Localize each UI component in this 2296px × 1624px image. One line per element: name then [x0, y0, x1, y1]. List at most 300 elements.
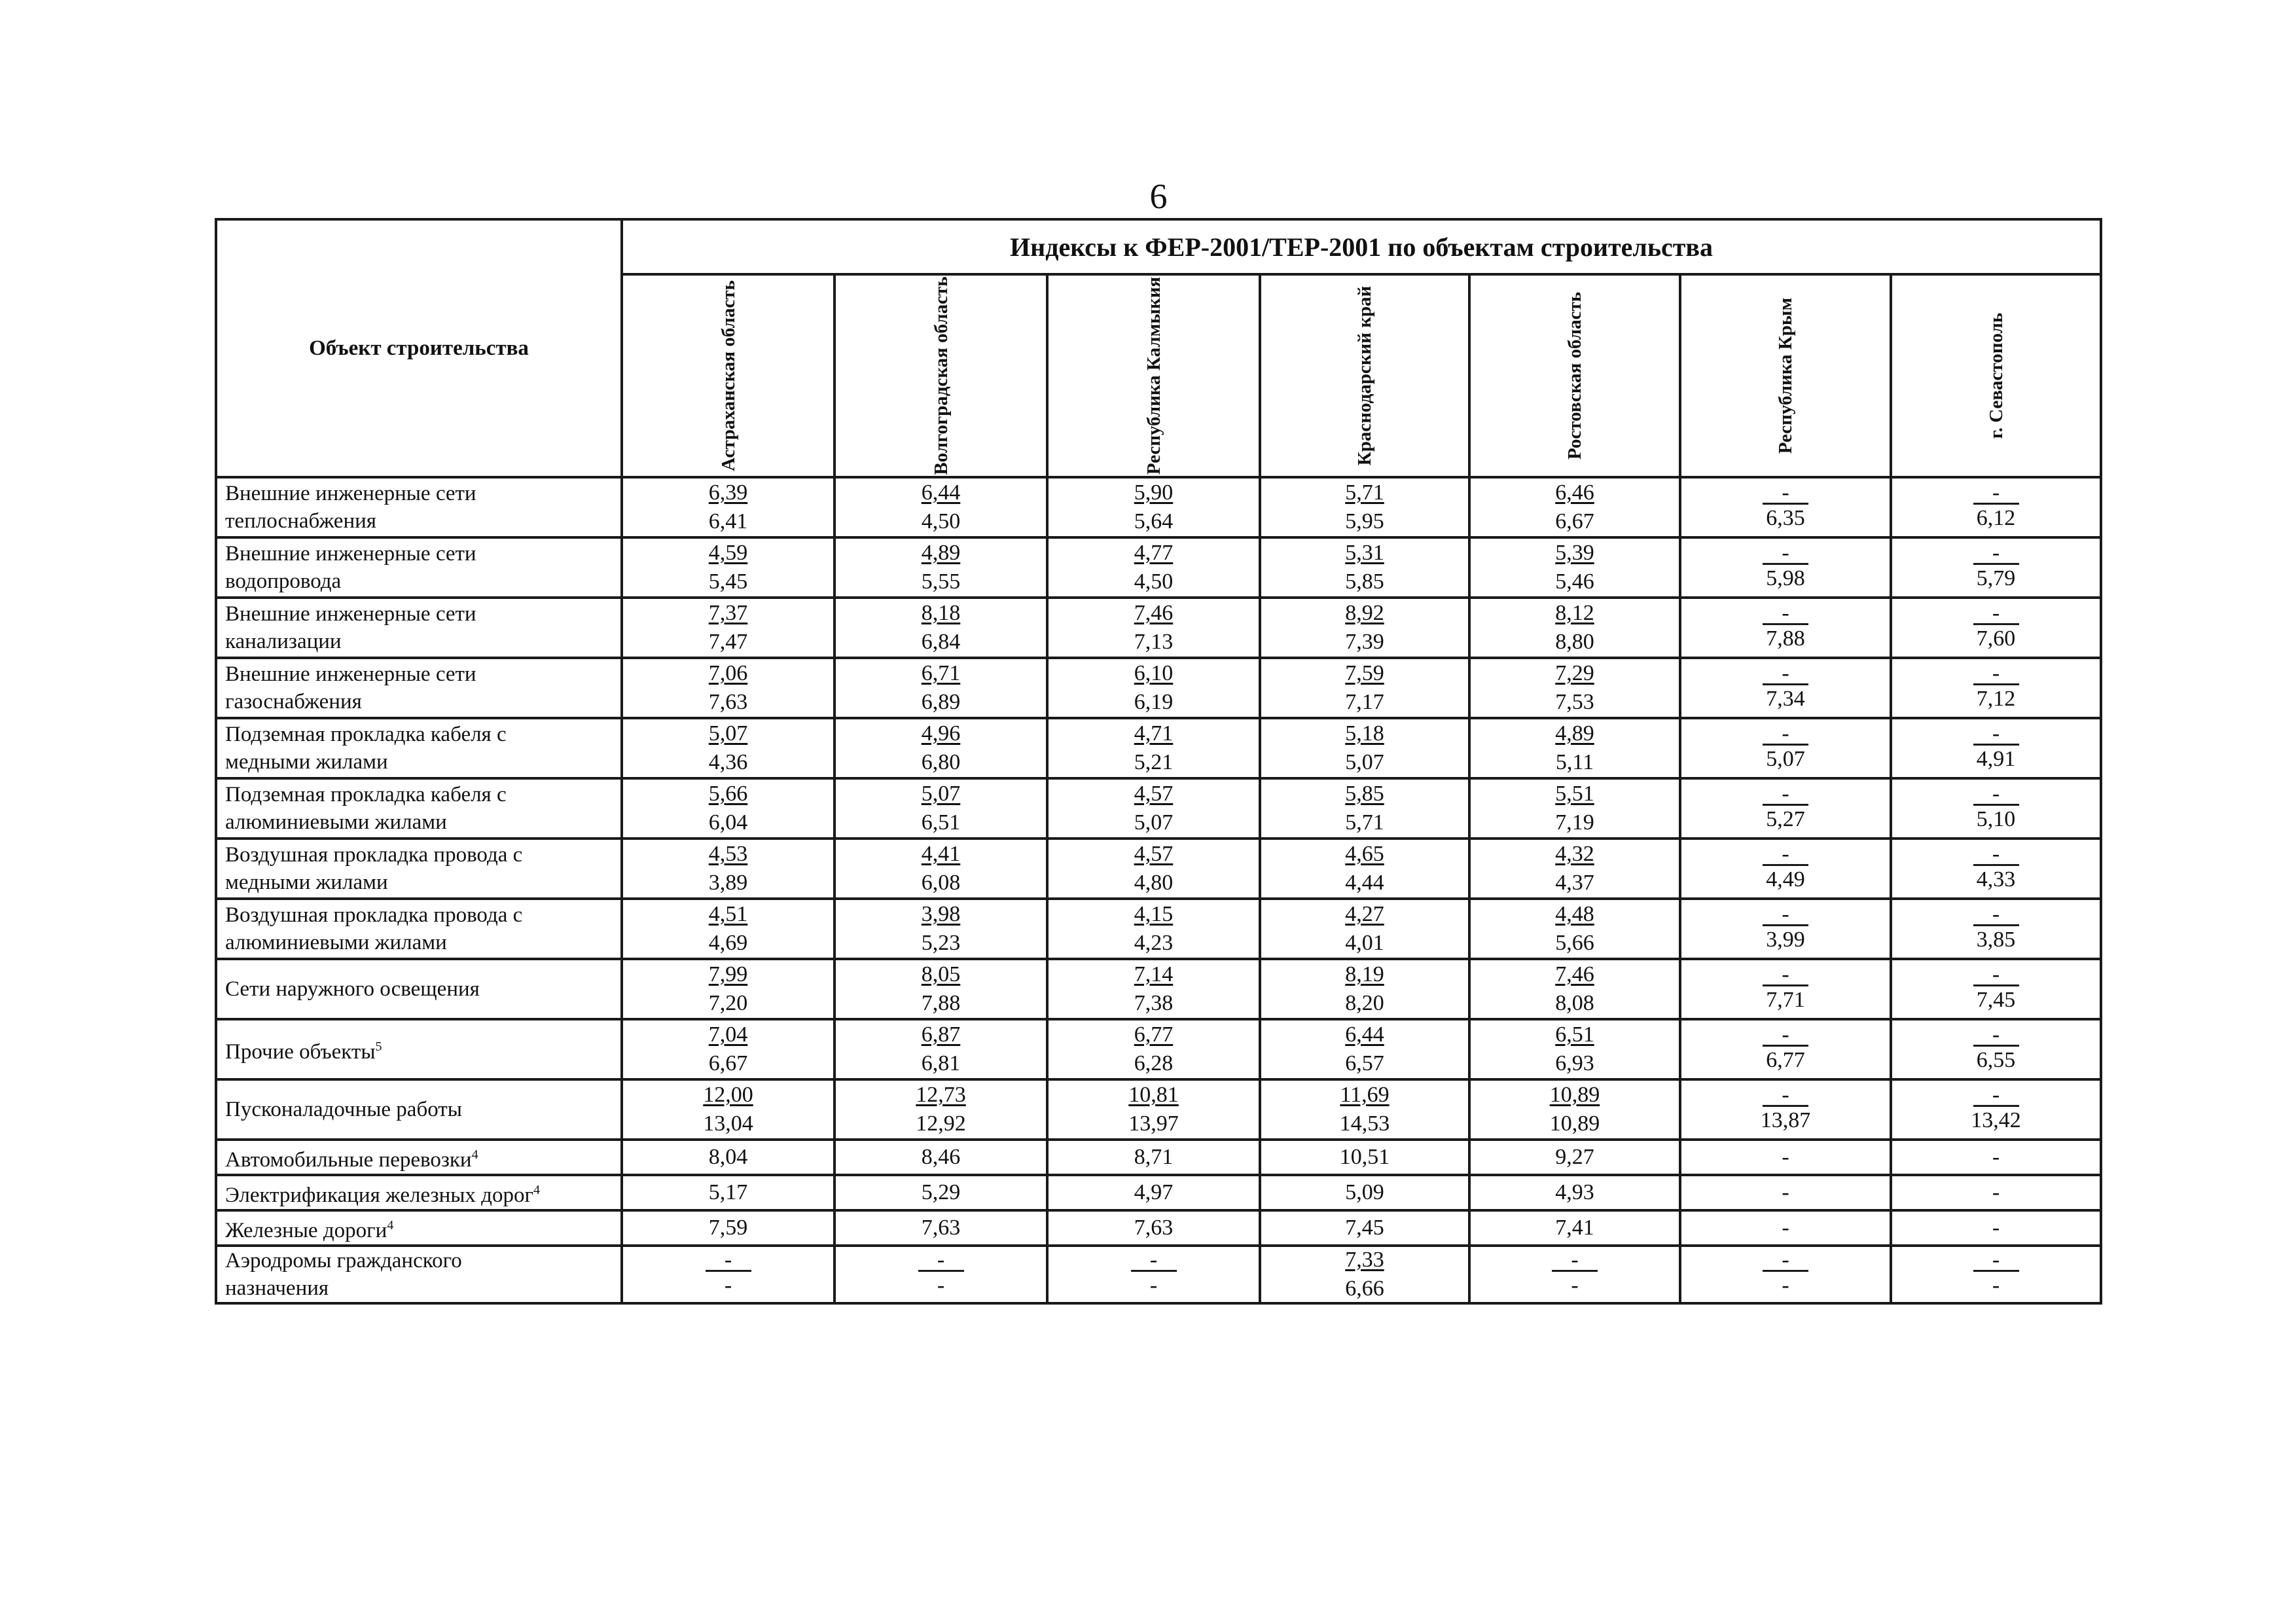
- value-cell: [1680, 477, 1891, 537]
- value-numerator: 10,89: [1549, 1083, 1600, 1107]
- table-row: [216, 1246, 2101, 1303]
- value-numerator: 8,19: [1345, 962, 1384, 986]
- value-cell: [1469, 1079, 1680, 1140]
- value-cell: [1891, 598, 2101, 658]
- value-denominator: 5,27: [1766, 806, 1805, 831]
- value-denominator: 8,20: [1345, 991, 1384, 1015]
- value-cell: [1680, 959, 1891, 1019]
- value-numerator: -: [918, 1250, 964, 1272]
- value-numerator: -: [1973, 543, 2019, 565]
- value-cell: [622, 839, 834, 899]
- page-number: 6: [1149, 177, 1168, 216]
- value-cell: [1469, 658, 1680, 718]
- row-label-line: Прочие объекты: [225, 1040, 376, 1064]
- value-cell: [1891, 839, 2101, 899]
- value-denominator: 8,08: [1555, 991, 1594, 1015]
- value-denominator: 8,80: [1555, 630, 1594, 654]
- value-cell: [1680, 778, 1891, 839]
- value-numerator: 6,77: [1134, 1022, 1174, 1047]
- value-numerator: 7,46: [1134, 601, 1174, 625]
- value-denominator: 12,92: [916, 1111, 966, 1136]
- value-cell: [1891, 959, 2101, 1019]
- table-row: [216, 1175, 2101, 1210]
- value-cell: [834, 658, 1047, 718]
- value-denominator: 6,67: [708, 1051, 748, 1075]
- table-row: [216, 1210, 2101, 1246]
- value-numerator: -: [1973, 905, 2019, 926]
- row-label-line: Внешние инженерные сети: [225, 482, 476, 505]
- value-cell: 7,45: [1260, 1210, 1469, 1246]
- value-cell: [1260, 1019, 1469, 1079]
- value-cell: [622, 598, 834, 658]
- value-denominator: 6,35: [1766, 505, 1805, 530]
- row-label: [216, 1210, 622, 1246]
- row-label-line: газоснабжения: [225, 690, 362, 713]
- value-cell: [1469, 477, 1680, 537]
- value-numerator: 6,87: [921, 1022, 961, 1047]
- row-label-line: Подземная прокладка кабеля с: [225, 783, 507, 806]
- table-row: [216, 598, 2101, 658]
- value-denominator: 7,71: [1766, 987, 1805, 1012]
- row-label-line: медными жилами: [225, 750, 388, 774]
- value-cell: [1891, 537, 2101, 598]
- value-denominator: 4,44: [1345, 871, 1384, 895]
- value-denominator: 5,71: [1345, 810, 1384, 835]
- row-label-line: теплоснабжения: [225, 509, 376, 533]
- value-cell: -: [1680, 1175, 1891, 1210]
- row-label: [216, 959, 622, 1019]
- value-numerator: 5,07: [921, 782, 961, 806]
- value-numerator: 7,29: [1555, 661, 1594, 685]
- value-numerator: -: [1973, 1025, 2019, 1047]
- value-numerator: -: [1973, 844, 2019, 866]
- value-cell: [1047, 1019, 1260, 1079]
- region-header: Республика Крым: [1775, 297, 1796, 454]
- row-label: [216, 598, 622, 658]
- value-numerator: -: [1973, 483, 2019, 505]
- value-cell: 7,63: [834, 1210, 1047, 1246]
- value-denominator: 5,21: [1134, 750, 1174, 774]
- table-row: [216, 658, 2101, 718]
- value-cell: [1260, 718, 1469, 778]
- value-cell: [1469, 899, 1680, 959]
- value-numerator: -: [1973, 784, 2019, 806]
- value-cell: [1260, 1246, 1469, 1303]
- row-label-line: Аэродромы гражданского: [225, 1249, 462, 1272]
- value-cell: [1260, 658, 1469, 718]
- value-numerator: 7,04: [708, 1022, 748, 1047]
- value-cell: 5,29: [834, 1175, 1047, 1210]
- value-numerator: 12,73: [916, 1083, 966, 1107]
- table-row: [216, 778, 2101, 839]
- row-label-line: Воздушная прокладка провода с: [225, 843, 523, 867]
- value-denominator: 6,57: [1345, 1051, 1384, 1075]
- value-denominator: 10,89: [1549, 1111, 1600, 1136]
- value-cell: 7,63: [1047, 1210, 1260, 1246]
- value-numerator: -: [1973, 664, 2019, 685]
- row-label-line: алюминиевыми жилами: [225, 810, 447, 834]
- region-header: Краснодарский край: [1354, 285, 1375, 466]
- table-row: [216, 959, 2101, 1019]
- row-label-line: Воздушная прокладка провода с: [225, 903, 523, 927]
- value-numerator: 8,92: [1345, 601, 1384, 625]
- value-numerator: -: [1763, 483, 1808, 505]
- value-numerator: 5,07: [708, 721, 748, 746]
- value-cell: [1047, 899, 1260, 959]
- value-numerator: -: [1131, 1250, 1177, 1272]
- value-numerator: 4,15: [1134, 902, 1174, 926]
- value-cell: [1047, 959, 1260, 1019]
- value-numerator: 4,27: [1345, 902, 1384, 926]
- value-denominator: 3,99: [1766, 927, 1805, 952]
- row-label: [216, 778, 622, 839]
- value-denominator: 13,87: [1760, 1108, 1811, 1132]
- value-numerator: 7,46: [1555, 962, 1594, 986]
- value-denominator: 7,88: [1766, 626, 1805, 651]
- value-denominator: 6,67: [1555, 509, 1594, 533]
- value-denominator: 4,50: [921, 509, 961, 533]
- value-cell: [1891, 899, 2101, 959]
- value-cell: [1047, 839, 1260, 899]
- value-cell: [1891, 1079, 2101, 1140]
- row-label-line: водопровода: [225, 569, 342, 593]
- row-label-line: Внешние инженерные сети: [225, 542, 476, 566]
- value-cell: [1680, 537, 1891, 598]
- value-cell: [622, 658, 834, 718]
- value-numerator: 7,06: [708, 661, 748, 685]
- value-numerator: 6,51: [1555, 1022, 1594, 1047]
- value-denominator: 7,34: [1766, 686, 1805, 711]
- table-row: [216, 1079, 2101, 1140]
- value-cell: [1047, 658, 1260, 718]
- value-cell: [622, 899, 834, 959]
- value-numerator: 8,05: [921, 962, 961, 986]
- value-cell: [834, 537, 1047, 598]
- value-numerator: -: [1763, 784, 1808, 806]
- row-label: [216, 1246, 622, 1303]
- region-header: Волгоградская область: [930, 276, 952, 475]
- value-cell: -: [1891, 1175, 2101, 1210]
- value-numerator: 5,39: [1555, 541, 1594, 565]
- value-numerator: 6,46: [1555, 480, 1594, 505]
- value-cell: [834, 598, 1047, 658]
- value-cell: 7,41: [1469, 1210, 1680, 1246]
- value-cell: -: [1680, 1140, 1891, 1175]
- value-cell: [1469, 1019, 1680, 1079]
- value-cell: [834, 1246, 1047, 1303]
- index-table: [215, 218, 2102, 1305]
- value-cell: [1680, 1246, 1891, 1303]
- value-cell: [1260, 477, 1469, 537]
- value-denominator: 7,13: [1134, 630, 1174, 654]
- value-cell: [1469, 959, 1680, 1019]
- value-denominator: 13,04: [703, 1111, 753, 1136]
- row-label: [216, 1079, 622, 1140]
- value-numerator: -: [1763, 1025, 1808, 1047]
- value-cell: [1680, 1019, 1891, 1079]
- value-denominator: 4,69: [708, 931, 748, 955]
- value-cell: 8,71: [1047, 1140, 1260, 1175]
- value-denominator: 7,39: [1345, 630, 1384, 654]
- value-cell: [834, 1079, 1047, 1140]
- value-cell: [1047, 718, 1260, 778]
- value-numerator: 4,53: [708, 842, 748, 866]
- table-row: [216, 1019, 2101, 1079]
- row-label-line: Внешние инженерные сети: [225, 662, 476, 686]
- region-header: Ростовская область: [1564, 291, 1585, 460]
- row-label-line: Автомобильные перевозки: [225, 1148, 472, 1172]
- value-numerator: 5,66: [708, 782, 748, 806]
- value-denominator: -: [1149, 1272, 1158, 1297]
- value-denominator: -: [1782, 1272, 1789, 1297]
- value-numerator: 5,85: [1345, 782, 1384, 806]
- value-denominator: 4,50: [1134, 569, 1174, 594]
- row-label: [216, 1175, 622, 1210]
- value-cell: [1260, 959, 1469, 1019]
- footnote-mark: 4: [533, 1183, 540, 1197]
- value-denominator: 6,19: [1134, 690, 1174, 714]
- value-denominator: 7,45: [1976, 987, 2016, 1012]
- value-denominator: 6,04: [708, 810, 748, 835]
- value-denominator: -: [937, 1272, 945, 1297]
- row-label: [216, 658, 622, 718]
- region-header: Астраханская область: [717, 280, 739, 471]
- value-denominator: 7,53: [1555, 690, 1594, 714]
- value-numerator: -: [1763, 844, 1808, 866]
- row-label: [216, 477, 622, 537]
- value-cell: -: [1891, 1210, 2101, 1246]
- value-denominator: 7,17: [1345, 690, 1384, 714]
- value-cell: [622, 1246, 834, 1303]
- value-denominator: 5,64: [1134, 509, 1174, 533]
- value-denominator: 7,19: [1555, 810, 1594, 835]
- value-denominator: 7,88: [921, 991, 961, 1015]
- value-cell: -: [1680, 1210, 1891, 1246]
- value-cell: [834, 959, 1047, 1019]
- value-denominator: 5,10: [1976, 806, 2016, 831]
- value-denominator: 6,41: [708, 509, 748, 533]
- value-cell: [622, 718, 834, 778]
- value-cell: [622, 1019, 834, 1079]
- value-cell: 5,09: [1260, 1175, 1469, 1210]
- value-cell: [1891, 658, 2101, 718]
- value-numerator: -: [706, 1250, 751, 1272]
- value-cell: [1469, 778, 1680, 839]
- value-numerator: 4,96: [921, 721, 961, 746]
- value-denominator: 7,47: [708, 630, 748, 654]
- value-denominator: 4,33: [1976, 867, 2016, 892]
- value-numerator: -: [1763, 724, 1808, 746]
- value-numerator: -: [1763, 1250, 1808, 1272]
- footnote-mark: 4: [387, 1218, 394, 1233]
- value-cell: [834, 1019, 1047, 1079]
- value-numerator: 5,90: [1134, 480, 1174, 505]
- value-cell: [1891, 1246, 2101, 1303]
- value-cell: [1469, 718, 1680, 778]
- row-label-line: Железные дороги: [225, 1219, 387, 1242]
- value-cell: [622, 477, 834, 537]
- value-denominator: 6,08: [921, 871, 961, 895]
- value-numerator: 7,37: [708, 601, 748, 625]
- value-numerator: 7,14: [1134, 962, 1174, 986]
- value-cell: [1891, 778, 2101, 839]
- value-numerator: 4,89: [921, 541, 961, 565]
- value-numerator: 6,44: [921, 480, 961, 505]
- value-cell: [1891, 718, 2101, 778]
- row-label-line: Подземная прокладка кабеля с: [225, 723, 507, 746]
- row-label: [216, 1019, 622, 1079]
- value-denominator: 14,53: [1339, 1111, 1390, 1136]
- value-denominator: 5,11: [1555, 750, 1594, 774]
- value-denominator: 6,77: [1766, 1047, 1805, 1072]
- value-cell: [1260, 899, 1469, 959]
- value-denominator: 4,01: [1345, 931, 1384, 955]
- value-denominator: 13,42: [1971, 1108, 2021, 1132]
- value-numerator: 5,31: [1345, 541, 1384, 565]
- value-cell: 9,27: [1469, 1140, 1680, 1175]
- value-denominator: 6,28: [1134, 1051, 1174, 1075]
- value-denominator: 6,84: [921, 630, 961, 654]
- value-numerator: 4,59: [708, 541, 748, 565]
- value-denominator: 3,85: [1976, 927, 2016, 952]
- row-label: [216, 839, 622, 899]
- row-label-line: Внешние инженерные сети: [225, 602, 476, 626]
- value-denominator: -: [724, 1272, 732, 1297]
- value-numerator: 4,77: [1134, 541, 1174, 565]
- value-cell: 8,46: [834, 1140, 1047, 1175]
- region-header: г. Севастополь: [1985, 312, 2007, 439]
- row-label-line: канализации: [225, 630, 342, 653]
- value-denominator: 13,97: [1128, 1111, 1179, 1136]
- value-denominator: 4,36: [708, 750, 748, 774]
- row-label: [216, 1140, 622, 1175]
- value-numerator: 4,57: [1134, 782, 1174, 806]
- value-numerator: -: [1973, 724, 2019, 746]
- value-cell: [1891, 477, 2101, 537]
- value-cell: [1680, 598, 1891, 658]
- row-label: [216, 899, 622, 959]
- value-numerator: 4,71: [1134, 721, 1174, 746]
- value-numerator: -: [1973, 1250, 2019, 1272]
- row-label-line: медными жилами: [225, 871, 388, 894]
- value-denominator: 5,07: [1345, 750, 1384, 774]
- value-numerator: 8,12: [1555, 601, 1594, 625]
- value-numerator: -: [1763, 965, 1808, 986]
- value-numerator: 4,57: [1134, 842, 1174, 866]
- value-cell: [1047, 477, 1260, 537]
- value-cell: 10,51: [1260, 1140, 1469, 1175]
- value-cell: [834, 899, 1047, 959]
- value-numerator: 3,98: [921, 902, 961, 926]
- row-label-line: алюминиевыми жилами: [225, 931, 447, 954]
- value-cell: [1047, 1246, 1260, 1303]
- value-numerator: -: [1763, 604, 1808, 625]
- value-denominator: -: [1571, 1272, 1579, 1297]
- value-numerator: 6,39: [708, 480, 748, 505]
- value-denominator: 5,45: [708, 569, 748, 594]
- value-denominator: 7,20: [708, 991, 748, 1015]
- value-cell: [834, 778, 1047, 839]
- footnote-mark: 4: [471, 1147, 478, 1162]
- value-denominator: 7,38: [1134, 991, 1174, 1015]
- value-cell: [834, 477, 1047, 537]
- value-cell: -: [1891, 1140, 2101, 1175]
- value-cell: [1680, 658, 1891, 718]
- value-denominator: 5,98: [1766, 566, 1805, 590]
- value-cell: 5,17: [622, 1175, 834, 1210]
- value-cell: [1047, 598, 1260, 658]
- value-denominator: 5,23: [921, 931, 961, 955]
- value-cell: [1260, 778, 1469, 839]
- value-numerator: -: [1763, 543, 1808, 565]
- value-cell: [1047, 778, 1260, 839]
- value-numerator: 4,89: [1555, 721, 1594, 746]
- value-cell: [622, 959, 834, 1019]
- value-numerator: 4,41: [921, 842, 961, 866]
- value-cell: [1469, 839, 1680, 899]
- value-denominator: 6,89: [921, 690, 961, 714]
- value-numerator: 12,00: [703, 1083, 753, 1107]
- value-denominator: 6,80: [921, 750, 961, 774]
- value-numerator: 4,51: [708, 902, 748, 926]
- table-title: Индексы к ФЕР-2001/ТЕР-2001 по объектам строительства: [622, 219, 2101, 274]
- value-numerator: 7,59: [1345, 661, 1384, 685]
- value-denominator: 7,12: [1976, 686, 2016, 711]
- value-numerator: 5,51: [1555, 782, 1594, 806]
- value-cell: 7,59: [622, 1210, 834, 1246]
- value-numerator: 10,81: [1128, 1083, 1179, 1107]
- table-row: [216, 477, 2101, 537]
- value-denominator: 4,23: [1134, 931, 1174, 955]
- table-row: [216, 899, 2101, 959]
- value-denominator: 6,81: [921, 1051, 961, 1075]
- value-cell: [1260, 839, 1469, 899]
- value-denominator: 4,91: [1976, 746, 2016, 771]
- value-cell: [622, 1079, 834, 1140]
- value-numerator: 4,32: [1555, 842, 1594, 866]
- value-cell: [1680, 1079, 1891, 1140]
- value-cell: [1260, 598, 1469, 658]
- row-label-line: Электрификация железных дорог: [225, 1183, 533, 1207]
- value-denominator: 7,63: [708, 690, 748, 714]
- value-denominator: 4,37: [1555, 871, 1594, 895]
- value-denominator: 4,80: [1134, 871, 1174, 895]
- value-denominator: 6,51: [921, 810, 961, 835]
- value-denominator: -: [1992, 1272, 2000, 1297]
- object-header: Объект строительства: [216, 219, 622, 477]
- value-numerator: -: [1973, 965, 2019, 986]
- value-numerator: 4,65: [1345, 842, 1384, 866]
- value-denominator: 5,55: [921, 569, 961, 594]
- value-cell: [1047, 537, 1260, 598]
- value-cell: [834, 839, 1047, 899]
- table-row: [216, 718, 2101, 778]
- value-denominator: 6,55: [1976, 1047, 2016, 1072]
- value-cell: [1680, 839, 1891, 899]
- value-numerator: 7,33: [1345, 1248, 1384, 1272]
- table-row: [216, 839, 2101, 899]
- value-numerator: -: [1552, 1250, 1598, 1272]
- value-denominator: 6,66: [1345, 1276, 1384, 1301]
- value-numerator: 7,99: [708, 962, 748, 986]
- value-denominator: 5,95: [1345, 509, 1384, 533]
- row-label: [216, 537, 622, 598]
- value-cell: [1047, 1079, 1260, 1140]
- row-label-line: назначения: [225, 1276, 329, 1300]
- value-denominator: 5,07: [1766, 746, 1805, 771]
- row-label: [216, 718, 622, 778]
- value-cell: [1469, 1246, 1680, 1303]
